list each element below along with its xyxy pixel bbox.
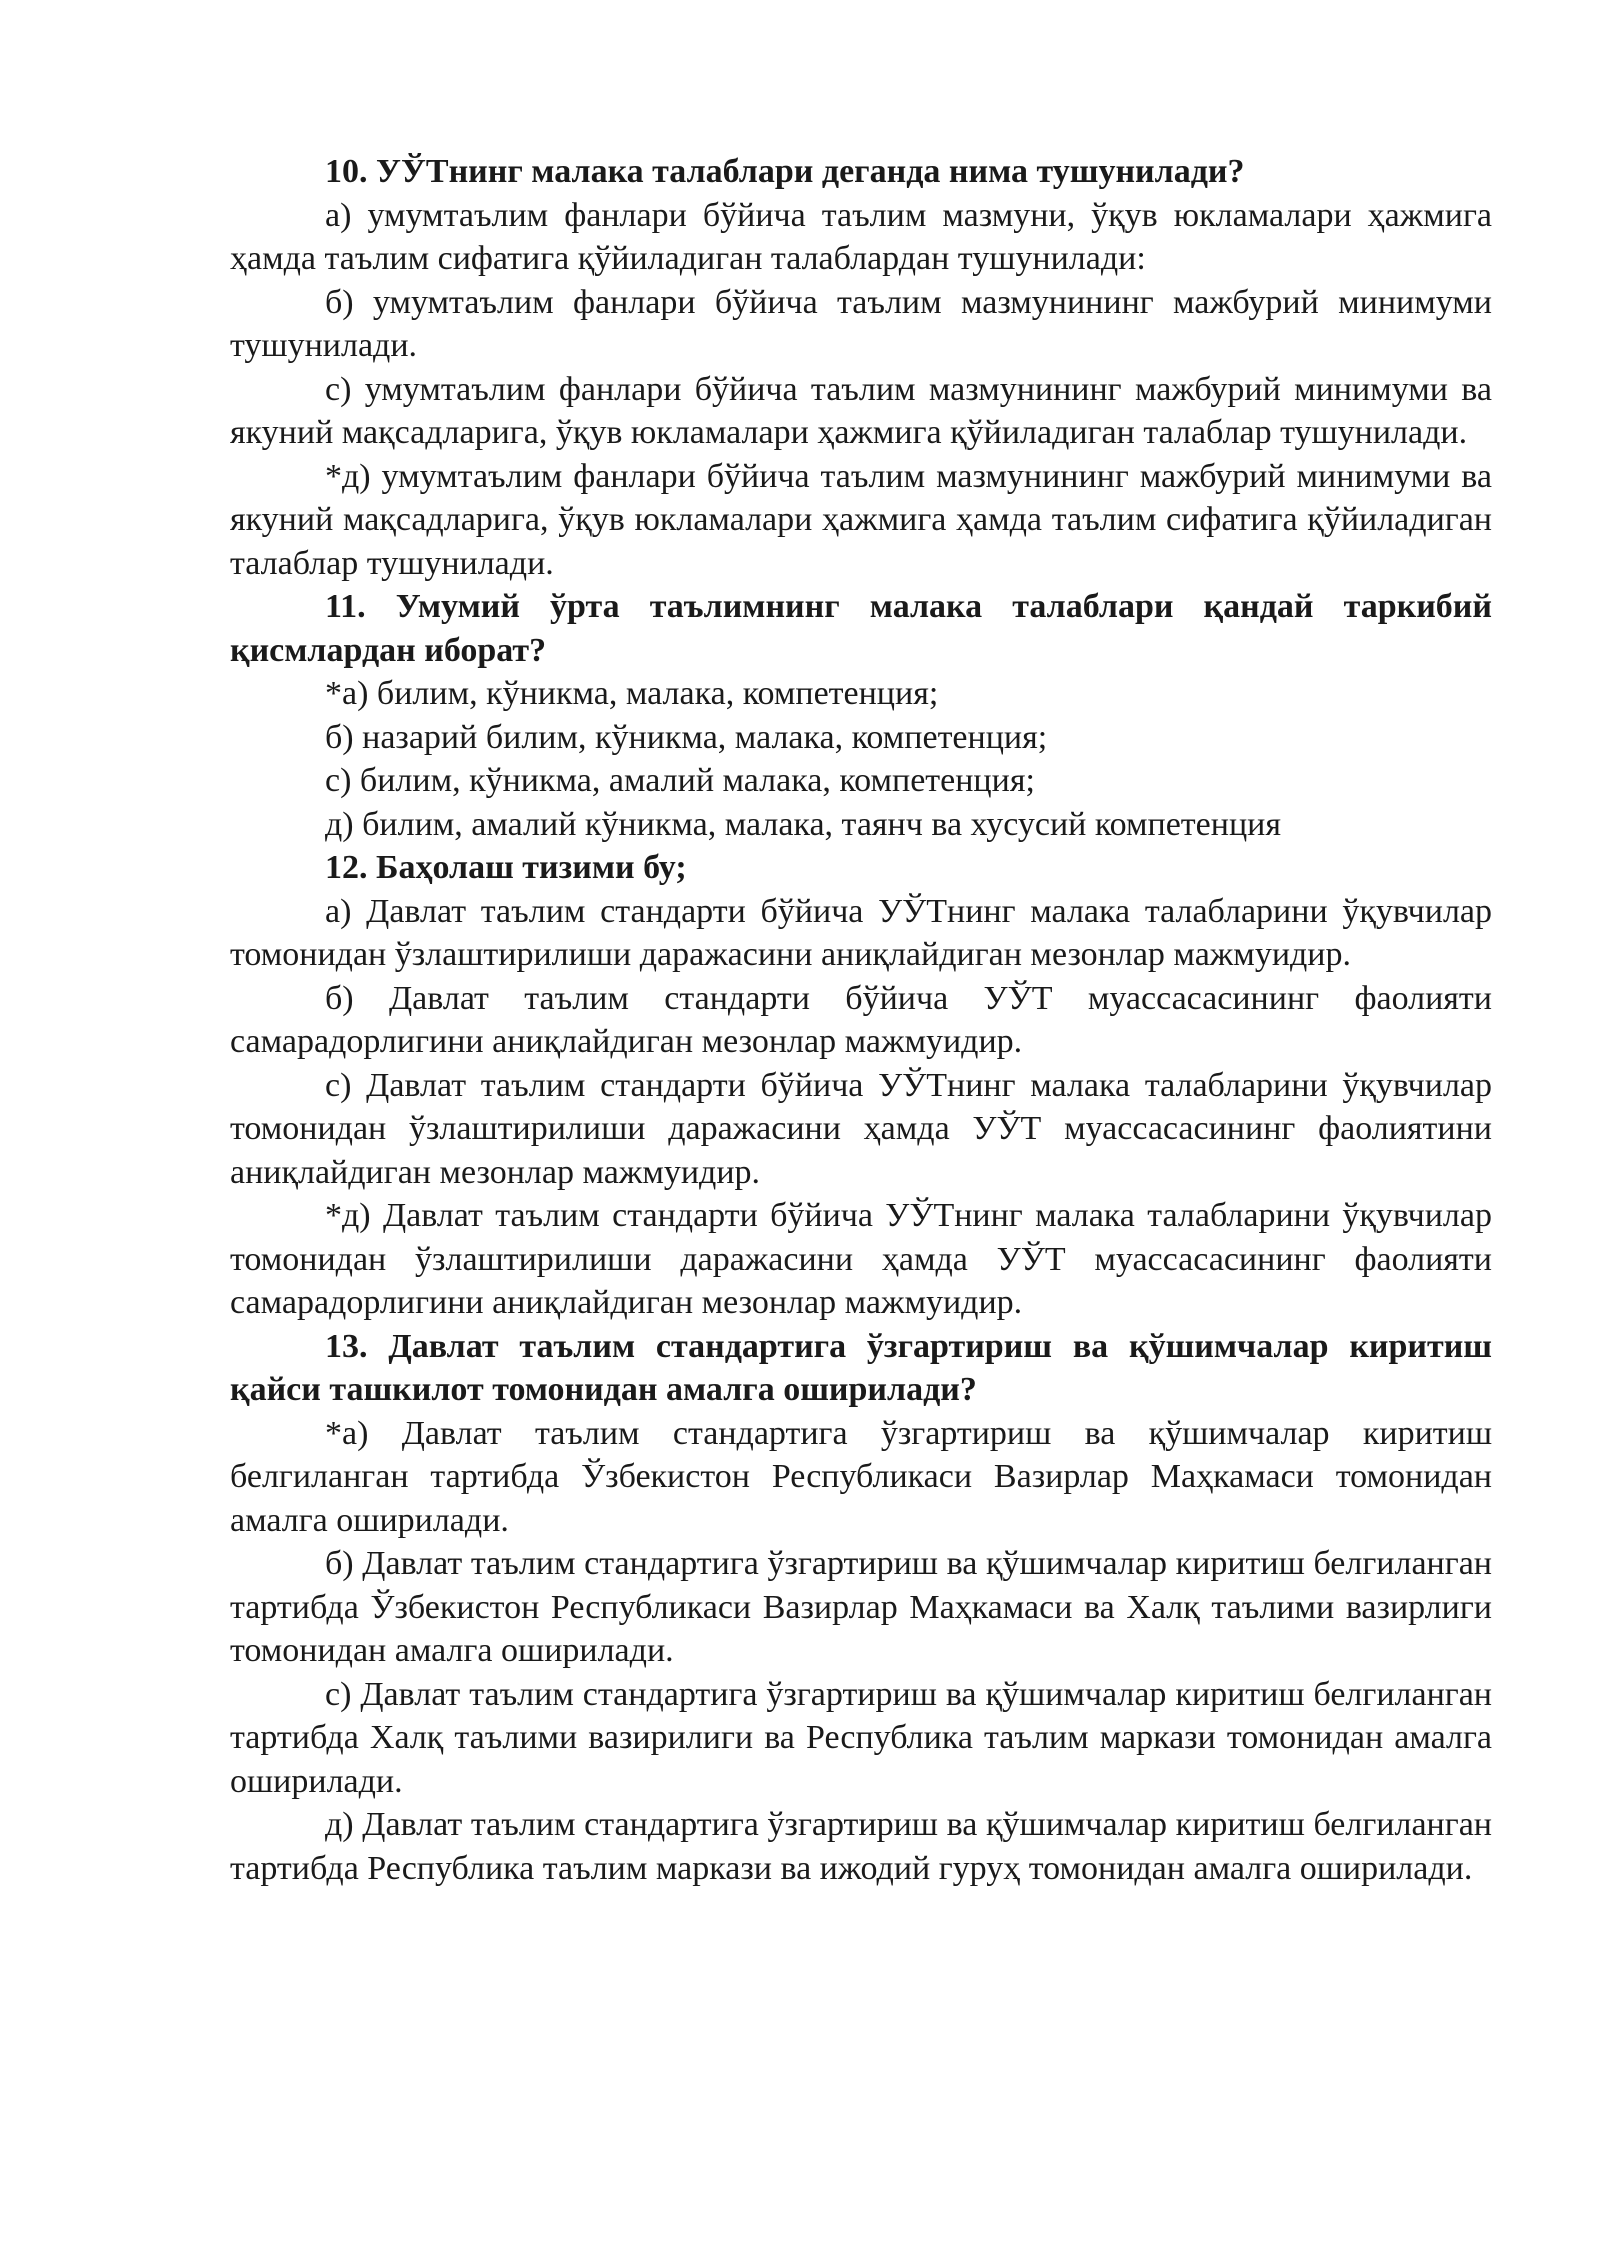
question-11: 11. Умумий ўрта таълимнинг малака талаблари қандай таркибий қисмлардан иборат? bbox=[230, 588, 1492, 669]
question-11-option-c: c) билим, кўникма, амалий малака, компетенция; bbox=[325, 762, 1035, 799]
question-12-option-a: а) Давлат таълим стандарти бўйича УЎТнинг малака талабларини ўқувчилар томонидан ўзлаштирилиши даражасини аниқлайдиган мезонлар мажмуидир. bbox=[230, 892, 1492, 973]
question-12: 12. Баҳолаш тизими бу; bbox=[325, 849, 687, 886]
question-13-option-a: *а) Давлат таълим стандартига ўзгартириш ва қўшимчалар киритиш белгиланган тартибда Ўзбекистон Республикаси Вазирлар Маҳкамаси томонидан амалга оширилади. bbox=[230, 1414, 1492, 1539]
question-11-option-b: б) назарий билим, кўникма, малака, компетенция; bbox=[325, 718, 1048, 756]
question-13-option-c: c) Давлат таълим стандартига ўзгартириш ва қўшимчалар киритиш белгиланган тартибда Халқ таълими вазирилиги ва Республика таълим маркази томонидан амалга оширилади. bbox=[230, 1675, 1492, 1800]
question-11-option-d: д) билим, амалий кўникма, малака, таянч ва хусусий компетенция bbox=[325, 805, 1281, 843]
document-page bbox=[230, 150, 1492, 1890]
question-13-option-b: б) Давлат таълим стандартига ўзгартириш ва қўшимчалар киритиш белгиланган тартибда Ўзбекистон Республикаси Вазирлар Маҳкамаси ва Халқ таълими вазирлиги томонидан амалга оширилади. bbox=[230, 1545, 1492, 1669]
question-12-option-b: б) Давлат таълим стандарти бўйича УЎТ муассасасининг фаолияти самарадорлигини аниқлайдиган мезонлар мажмуидир. bbox=[230, 979, 1492, 1060]
question-10-option-d: *д) умумтаълим фанлари бўйича таълим мазмунининг мажбурий минимуми ва якуний мақсадларига, ўқув юкламалари ҳажмига ҳамда таълим сифатига қўйиладиган талаблар тушунилади. bbox=[230, 457, 1492, 582]
question-10-option-b: б) умумтаълим фанлари бўйича таълим мазмунининг мажбурий минимуми тушунилади. bbox=[230, 283, 1492, 364]
question-11-option-a: *а) билим, кўникма, малака, компетенция; bbox=[325, 675, 939, 712]
question-10: 10. УЎТнинг малака талаблари деганда нима тушунилади? bbox=[325, 153, 1245, 190]
question-12-option-c: c) Давлат таълим стандарти бўйича УЎТнинг малака талабларини ўқувчилар томонидан ўзлаштирилиши даражасини ҳамда УЎТ муассасасининг фаолиятини аниқлайдиган мезонлар мажмуидир. bbox=[230, 1066, 1492, 1191]
question-10-option-a: а) умумтаълим фанлари бўйича таълим мазмуни, ўқув юкламалари ҳажмига ҳамда таълим сифатига қўйиладиган талаблардан тушунилади: bbox=[230, 196, 1492, 277]
question-12-option-d: *д) Давлат таълим стандарти бўйича УЎТнинг малака талабларини ўқувчилар томонидан ўзлаштирилиши даражасини ҳамда УЎТ муассасасининг фаолияти самарадорлигини аниқлайдиган мезонлар мажмуидир. bbox=[230, 1197, 1492, 1321]
question-10-option-c: c) умумтаълим фанлари бўйича таълим мазмунининг мажбурий минимуми ва якуний мақсадларига, ўқув юкламалари ҳажмига қўйиладиган талаблар тушунилади. bbox=[230, 370, 1492, 451]
question-13: 13. Давлат таълим стандартига ўзгартириш ва қўшимчалар киритиш қайси ташкилот томонидан амалга оширилади? bbox=[230, 1327, 1492, 1408]
question-13-option-d: д) Давлат таълим стандартига ўзгартириш ва қўшимчалар киритиш белгиланган тартибда Республика таълим маркази ва ижодий гуруҳ томонидан амалга оширилади. bbox=[230, 1806, 1492, 1887]
